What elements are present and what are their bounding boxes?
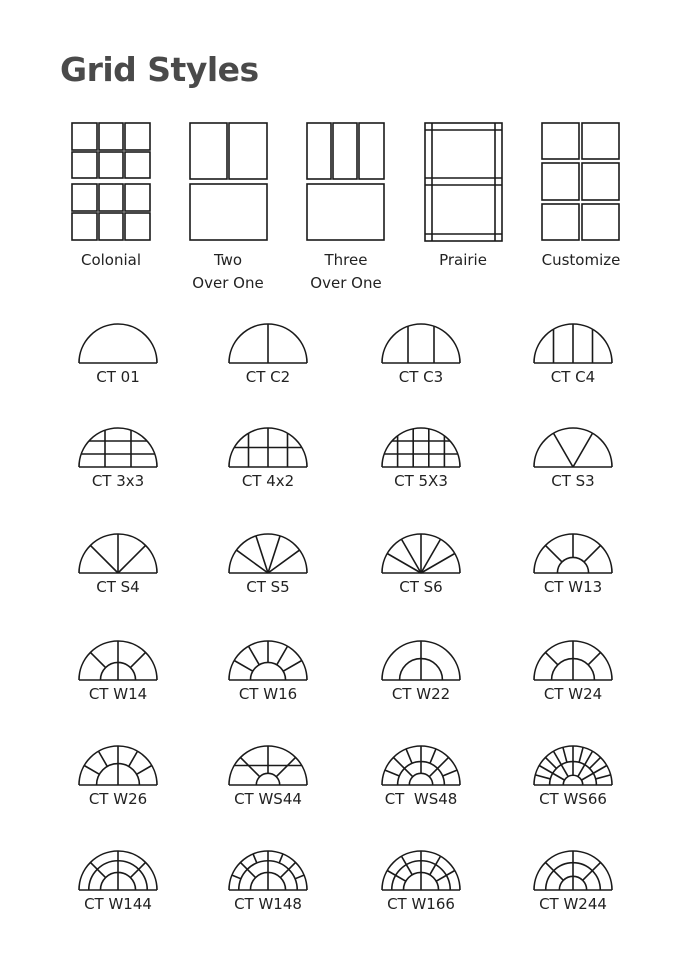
arch-style-tile[interactable]: [380, 639, 462, 682]
arch-c2-icon: [227, 322, 309, 365]
colonial-tile[interactable]: [71, 122, 151, 242]
arch-s5-icon: [227, 532, 309, 575]
arch-style-tile[interactable]: [380, 532, 462, 575]
arch-style-label: CT W26: [88, 790, 148, 808]
prairie-grid-icon: [424, 122, 504, 242]
arch-style-tile[interactable]: [77, 426, 159, 469]
arch-style-tile[interactable]: [532, 532, 614, 575]
arch-style-tile[interactable]: [227, 639, 309, 682]
arch-style-tile[interactable]: [532, 744, 614, 787]
customize-label: Customize: [541, 251, 621, 269]
arch-style-tile[interactable]: [77, 532, 159, 575]
page-title: Grid Styles: [60, 50, 259, 89]
arch-ws66-icon: [532, 744, 614, 787]
arch-style-tile[interactable]: [380, 849, 462, 892]
arch-style-tile[interactable]: [227, 322, 309, 365]
arch-w26-icon: [77, 744, 159, 787]
arch-style-tile[interactable]: [227, 849, 309, 892]
three-over-one-tile[interactable]: [306, 122, 386, 242]
arch-style-label: CT W16: [238, 685, 298, 703]
arch-g4x2-icon: [227, 426, 309, 469]
arch-style-label: CT WS48: [384, 790, 458, 808]
colonial-grid-icon: [71, 122, 151, 242]
arch-w16-icon: [227, 639, 309, 682]
arch-style-label: CT W13: [543, 578, 603, 596]
arch-style-label: CT S4: [96, 578, 140, 596]
arch-style-label: CT W24: [543, 685, 603, 703]
arch-style-label: CT C3: [398, 368, 444, 386]
arch-s4-icon: [77, 532, 159, 575]
two-over-one-grid-icon: [189, 122, 269, 242]
arch-g5x3-icon: [380, 426, 462, 469]
arch-style-tile[interactable]: [532, 849, 614, 892]
arch-w13-icon: [532, 532, 614, 575]
arch-plain-icon: [77, 322, 159, 365]
arch-c4-icon: [532, 322, 614, 365]
arch-style-label: CT W148: [234, 895, 302, 913]
arch-w14-icon: [77, 639, 159, 682]
arch-style-label: CT 5X3: [394, 472, 448, 490]
arch-style-label: CT 4x2: [241, 472, 295, 490]
arch-w22-icon: [380, 639, 462, 682]
arch-style-label: CT WS66: [539, 790, 607, 808]
arch-style-label: CT S3: [551, 472, 595, 490]
arch-style-label: CT W166: [387, 895, 455, 913]
arch-style-label: CT 3x3: [91, 472, 145, 490]
three-over-one-label: Three Over One: [310, 251, 382, 292]
arch-style-label: CT W14: [88, 685, 148, 703]
arch-style-tile[interactable]: [227, 426, 309, 469]
arch-style-label: CT C2: [245, 368, 291, 386]
arch-style-label: CT S6: [399, 578, 443, 596]
arch-s3-icon: [532, 426, 614, 469]
arch-style-tile[interactable]: [380, 426, 462, 469]
two-over-one-tile[interactable]: [189, 122, 269, 242]
arch-g3x3-icon: [77, 426, 159, 469]
arch-style-label: CT WS44: [234, 790, 302, 808]
prairie-label: Prairie: [439, 251, 487, 269]
arch-style-label: CT 01: [96, 368, 140, 386]
arch-style-tile[interactable]: [77, 322, 159, 365]
arch-style-tile[interactable]: [532, 426, 614, 469]
arch-style-tile[interactable]: [77, 639, 159, 682]
customize-tile[interactable]: [541, 122, 621, 242]
arch-style-tile[interactable]: [227, 744, 309, 787]
arch-style-label: CT W244: [539, 895, 607, 913]
arch-style-tile[interactable]: [532, 322, 614, 365]
arch-style-label: CT W22: [391, 685, 451, 703]
colonial-label: Colonial: [80, 251, 142, 269]
arch-style-tile[interactable]: [380, 744, 462, 787]
prairie-tile[interactable]: [424, 122, 504, 242]
arch-s6-icon: [380, 532, 462, 575]
arch-style-label: CT W144: [84, 895, 152, 913]
arch-ws48-icon: [380, 744, 462, 787]
arch-style-tile[interactable]: [77, 849, 159, 892]
arch-style-tile[interactable]: [227, 532, 309, 575]
customize-grid-icon: [541, 122, 621, 242]
arch-w148-icon: [227, 849, 309, 892]
arch-style-label: CT C4: [550, 368, 596, 386]
arch-style-tile[interactable]: [380, 322, 462, 365]
arch-w144-icon: [77, 849, 159, 892]
arch-w166-icon: [380, 849, 462, 892]
arch-style-label: CT S5: [246, 578, 290, 596]
arch-style-tile[interactable]: [77, 744, 159, 787]
arch-w244-icon: [532, 849, 614, 892]
two-over-one-label: Two Over One: [192, 251, 264, 292]
three-over-one-grid-icon: [306, 122, 386, 242]
arch-style-tile[interactable]: [532, 639, 614, 682]
arch-ws44-icon: [227, 744, 309, 787]
arch-w24-icon: [532, 639, 614, 682]
arch-c3-icon: [380, 322, 462, 365]
